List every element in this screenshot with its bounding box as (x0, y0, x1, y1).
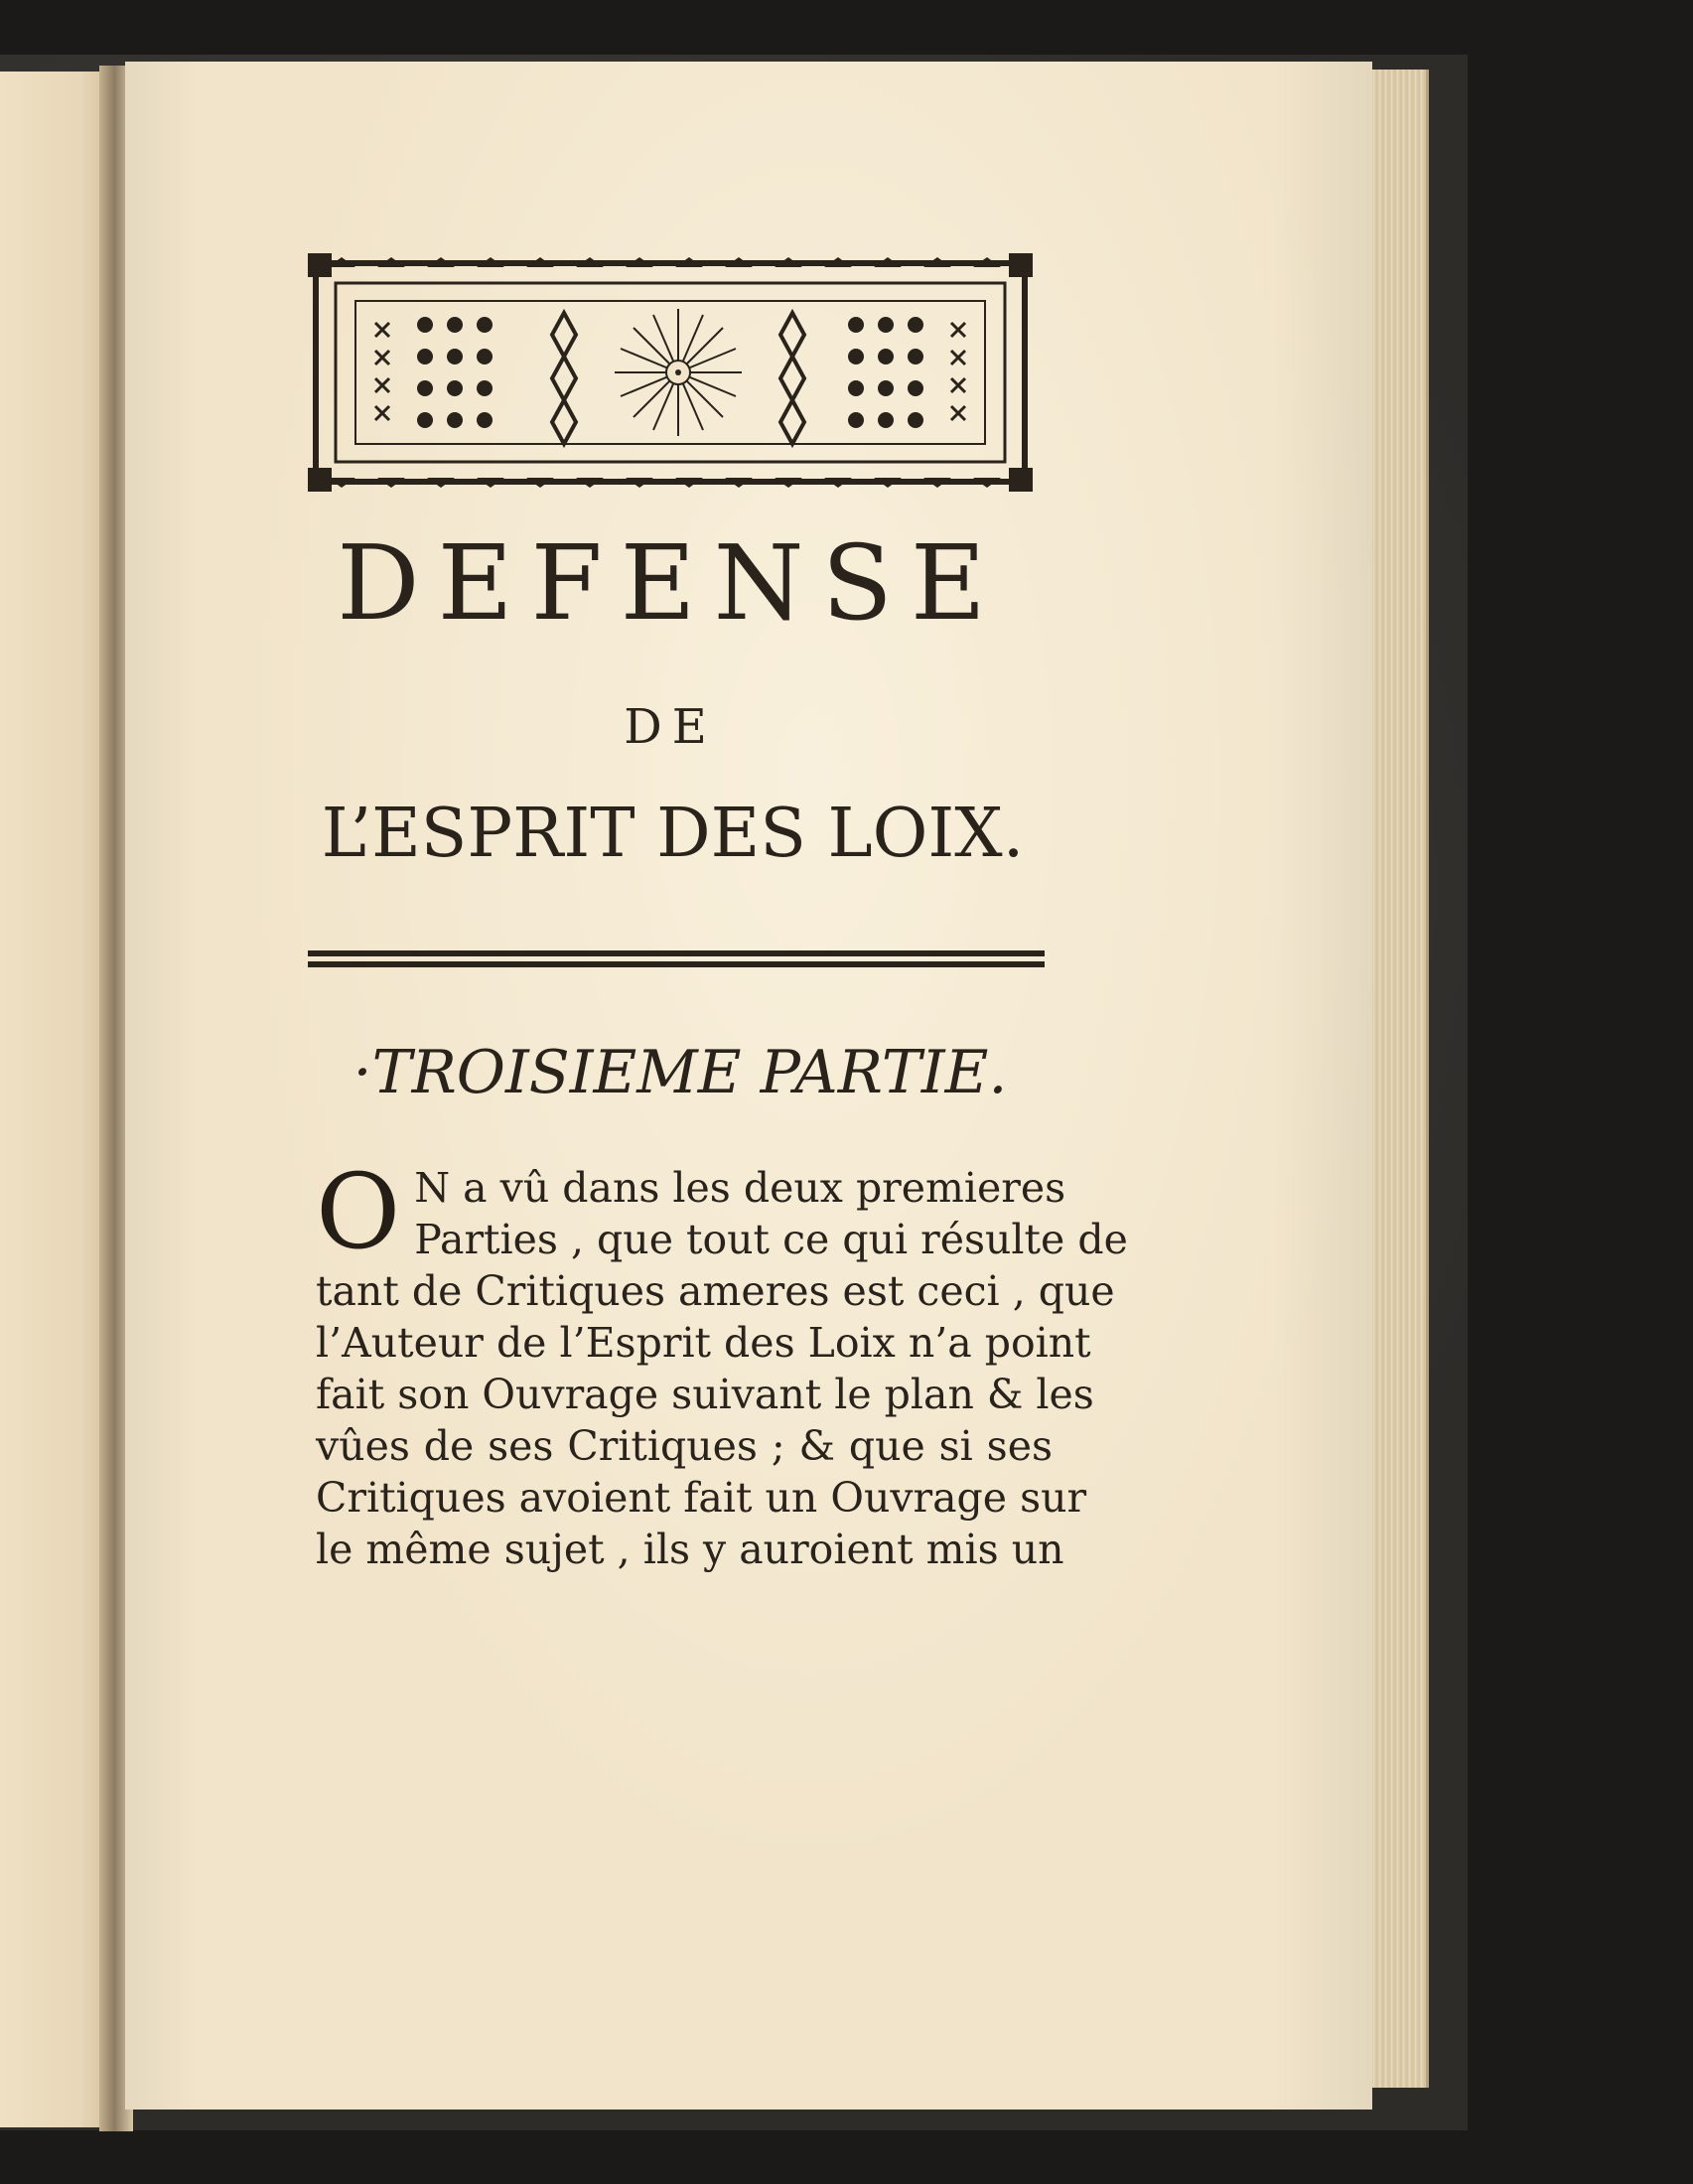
headpiece-ornament-icon (308, 253, 1033, 492)
section-rule (308, 948, 1045, 970)
page-title: DEFENSE (337, 522, 1004, 644)
page-subtitle: L’ESPRIT DES LOIX. (321, 795, 1025, 873)
body-line: Critiques avoient fait un Ouvrage sur (316, 1474, 1087, 1522)
left-page-edge (0, 72, 107, 2127)
body-line: l’Auteur de l’Esprit des Loix n’a point (316, 1319, 1091, 1367)
drop-cap: O (316, 1151, 401, 1272)
body-line: le même sujet , ils y auroient mis un (316, 1526, 1064, 1573)
body-line: fait son Ouvrage suivant le plan & les (316, 1371, 1094, 1418)
body-line: N a vû dans les deux premieres (414, 1164, 1066, 1212)
body-line: tant de Critiques ameres est ceci , que (316, 1267, 1115, 1315)
part-heading: ·TROISIEME PARTIE. (353, 1038, 1008, 1107)
body-line: vûes de ses Critiques ; & que si ses (316, 1422, 1053, 1470)
body-line: Parties , que tout ce qui résulte de (414, 1216, 1128, 1263)
page-edges (1368, 70, 1429, 2088)
title-connector: DE (624, 699, 717, 755)
body-text (316, 1151, 1128, 1575)
